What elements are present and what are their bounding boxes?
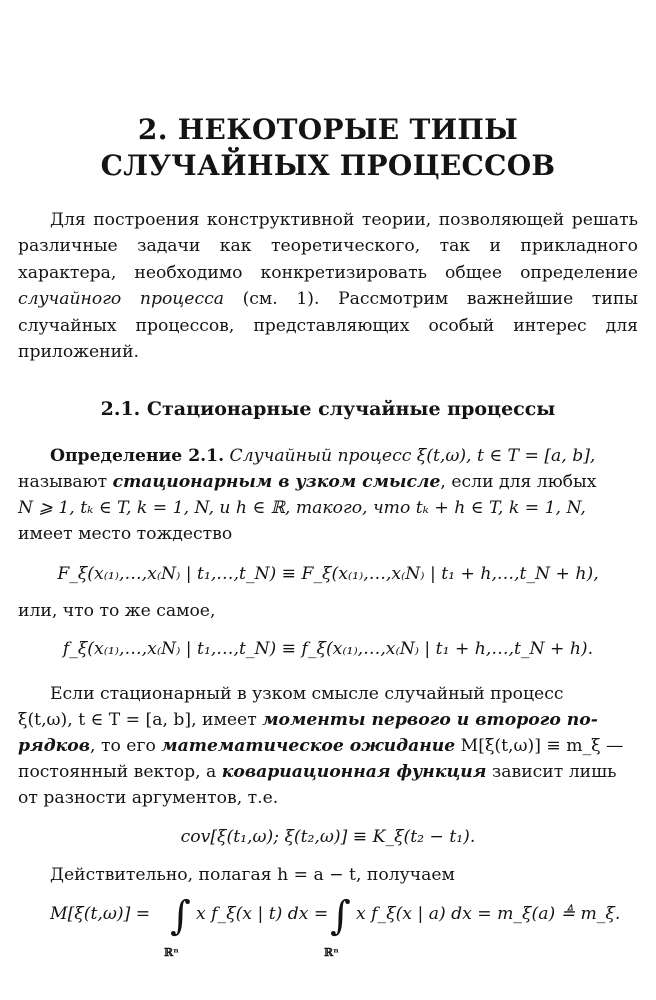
intro-term: случайного процесса <box>18 289 224 310</box>
intro-paragraph <box>18 207 638 365</box>
definition-lead: Случайный процесс ξ(t,ω), t ∈ T = [a, b], <box>224 446 596 466</box>
integral-left: M[ξ(t,ω)] = <box>50 904 151 924</box>
definition-term: стационарным в узком смысле <box>112 472 441 492</box>
para2-moments-term: моменты первого и второго по- <box>262 710 598 730</box>
para2-line-3 <box>18 733 638 759</box>
chapter-title-line-1: 2. НЕКОТОРЫЕ ТИПЫ <box>137 113 519 146</box>
para2-line-5: от разности аргументов, т.е. <box>18 788 279 808</box>
definition-line-2 <box>18 469 638 495</box>
definition-label: Определение 2.1. <box>50 446 225 466</box>
or-same-text: или, что то же самое, <box>18 601 216 621</box>
para2-line-1: Если стационарный в узком смысле случайный процесс <box>50 684 564 704</box>
formula-covariance: cov[ξ(t₁,ω); ξ(t₂,ω)] ≡ K_ξ(t₂ − t₁). <box>180 827 476 847</box>
para3-text: Действительно, полагая h = a − t, получаем <box>50 865 455 885</box>
formula-expectation-integral <box>0 893 656 976</box>
formula-density-function: f_ξ(x₍₁₎,…,x₍N₎ | t₁,…,t_N) ≡ f_ξ(x₍₁₎,…,x₍N₎ | t₁ + h,…,t_N + h). <box>62 639 594 659</box>
integral-domain-2: ℝⁿ <box>324 946 339 959</box>
definition-line-4: имеет место тождество <box>18 524 233 544</box>
para2-line2-a: ξ(t,ω), t ∈ T = [a, b], имеет <box>18 710 263 730</box>
section-title: 2.1. Стационарные случайные процессы <box>100 398 556 420</box>
para2-line-2 <box>18 707 638 733</box>
intro-text-b: (см. 1). Рассмотрим важнейшие типы случайных процессов, представляющих особый интерес для приложений. <box>18 289 638 363</box>
para2-line-4 <box>18 759 638 785</box>
para2-line4-b: зависит лишь <box>486 762 617 782</box>
integral-mid: x f_ξ(x | t) dx = <box>196 904 329 924</box>
integral-right: x f_ξ(x | a) dx = m_ξ(a) ≜ m_ξ. <box>356 904 621 924</box>
para2-orders-term: рядков <box>18 736 91 756</box>
formula-distribution-function: F_ξ(x₍₁₎,…,x₍N₎ | t₁,…,t_N) ≡ F_ξ(x₍₁₎,…,x₍N₎ | t₁ + h,…,t_N + h), <box>57 564 599 584</box>
definition-line2-b: , если для любых <box>440 472 597 492</box>
integral-sign-2: ∫ <box>330 893 351 939</box>
definition-line-1 <box>50 443 638 469</box>
integral-domain-1: ℝⁿ <box>164 946 179 959</box>
intro-text-a: Для построения конструктивной теории, позволяющей решать различные задачи как теоретического, так и прикладного характера, необходимо конкретизировать общее определение <box>18 210 638 283</box>
para2-line4-a: постоянный вектор, а <box>18 762 222 782</box>
para2-expectation-term: математическое ожидание <box>161 736 456 756</box>
para2-covariance-term: ковариационная функция <box>221 762 487 782</box>
integral-sign-1: ∫ <box>170 893 191 939</box>
chapter-title-line-2: СЛУЧАЙНЫХ ПРОЦЕССОВ <box>100 149 556 182</box>
para2-line3-a: , то его <box>90 736 162 756</box>
definition-line2-a: называют <box>18 472 113 492</box>
definition-line-3: N ⩾ 1, tₖ ∈ T, k = 1, N, и h ∈ ℝ, такого, что tₖ + h ∈ T, k = 1, N, <box>18 498 586 518</box>
para2-line3-b: M[ξ(t,ω)] ≡ m_ξ — <box>455 736 624 756</box>
